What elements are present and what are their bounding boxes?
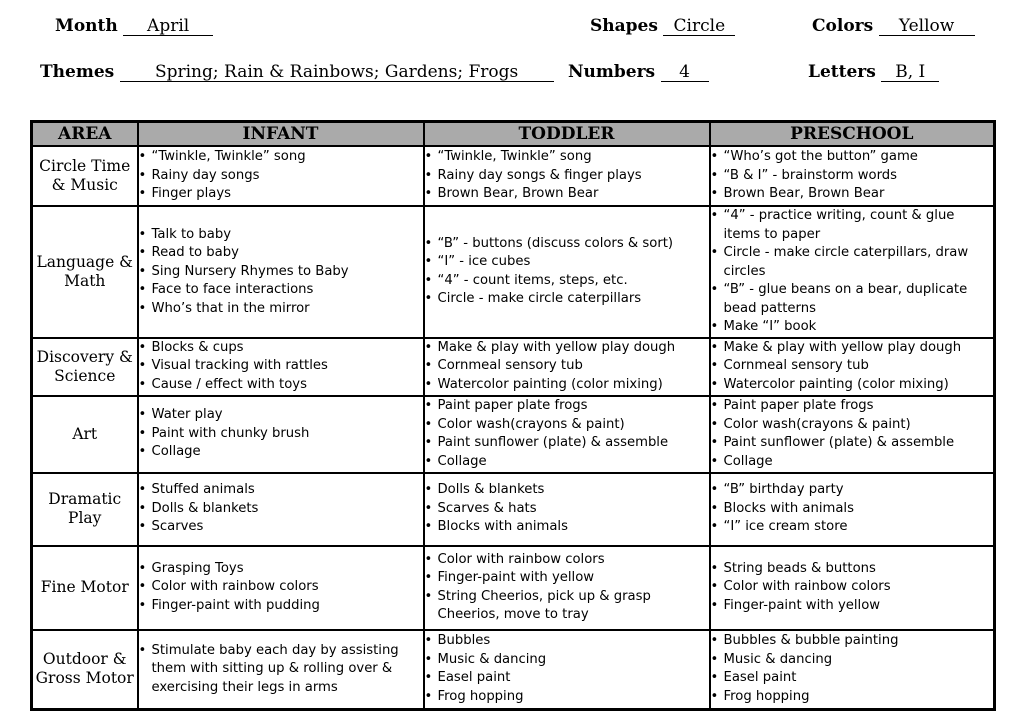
numbers-label: Numbers bbox=[568, 62, 656, 82]
infant-activity-list bbox=[139, 406, 423, 462]
infant-activity-list bbox=[139, 226, 423, 319]
month-label: Month bbox=[55, 16, 118, 36]
list-item: • Paint with chunky brush bbox=[139, 425, 423, 444]
table-row bbox=[32, 473, 995, 546]
list-item: • Bubbles bbox=[425, 632, 709, 651]
list-item: • Finger-paint with pudding bbox=[139, 597, 423, 616]
letters-value: B, I bbox=[881, 63, 939, 82]
list-item: • Stimulate baby each day by assisting them with sitting up & rolling over & exercising their legs in arms bbox=[139, 642, 423, 698]
list-item: • Finger plays bbox=[139, 185, 423, 204]
list-item: • Watercolor painting (color mixing) bbox=[711, 376, 994, 395]
toddler-cell bbox=[424, 546, 710, 630]
list-item: • Bubbles & bubble painting bbox=[711, 632, 994, 651]
preschool-activity-list bbox=[711, 148, 994, 204]
list-item: • Circle - make circle caterpillars, draw circles bbox=[711, 244, 994, 281]
list-item: • “B” - glue beans on a bear, duplicate bead patterns bbox=[711, 281, 994, 318]
list-item: • Blocks with animals bbox=[425, 518, 709, 537]
preschool-cell bbox=[710, 546, 995, 630]
list-item: • “4” - practice writing, count & glue items to paper bbox=[711, 207, 994, 244]
toddler-activity-list bbox=[425, 551, 709, 625]
list-item: • Paint sunflower (plate) & assemble bbox=[711, 434, 994, 453]
area-cell: Outdoor & Gross Motor bbox=[32, 630, 138, 710]
infant-cell bbox=[138, 206, 424, 338]
area-cell: Fine Motor bbox=[32, 546, 138, 630]
toddler-activity-list bbox=[425, 148, 709, 204]
list-item: • Collage bbox=[139, 443, 423, 462]
list-item: • Easel paint bbox=[711, 669, 994, 688]
column-header-toddler: TODDLER bbox=[424, 122, 710, 147]
list-item: • String beads & buttons bbox=[711, 560, 994, 579]
list-item: • Brown Bear, Brown Bear bbox=[711, 185, 994, 204]
list-item: • “B” birthday party bbox=[711, 481, 994, 500]
list-item: • “I” ice cream store bbox=[711, 518, 994, 537]
list-item: • Who’s that in the mirror bbox=[139, 300, 423, 319]
list-item: • Face to face interactions bbox=[139, 281, 423, 300]
table-row bbox=[32, 630, 995, 710]
list-item: • Color wash(crayons & paint) bbox=[425, 416, 709, 435]
toddler-activity-list bbox=[425, 632, 709, 706]
preschool-activity-list bbox=[711, 560, 994, 616]
infant-activity-list bbox=[139, 148, 423, 204]
list-item: • String Cheerios, pick up & grasp Cheerios, move to tray bbox=[425, 588, 709, 625]
toddler-activity-list bbox=[425, 235, 709, 309]
list-item: • Make & play with yellow play dough bbox=[711, 339, 994, 358]
colors-value: Yellow bbox=[879, 17, 975, 36]
column-header-preschool: PRESCHOOL bbox=[710, 122, 995, 147]
preschool-cell bbox=[710, 630, 995, 710]
toddler-cell bbox=[424, 146, 710, 206]
list-item: • Scarves & hats bbox=[425, 500, 709, 519]
list-item: • Watercolor painting (color mixing) bbox=[425, 376, 709, 395]
area-cell: Art bbox=[32, 396, 138, 473]
list-item: • Sing Nursery Rhymes to Baby bbox=[139, 263, 423, 282]
list-item: • Blocks & cups bbox=[139, 339, 423, 358]
numbers-field bbox=[568, 62, 709, 82]
list-item: • Music & dancing bbox=[425, 651, 709, 670]
list-item: • Visual tracking with rattles bbox=[139, 357, 423, 376]
list-item: • Color with rainbow colors bbox=[425, 551, 709, 570]
toddler-activity-list bbox=[425, 397, 709, 471]
list-item: • Water play bbox=[139, 406, 423, 425]
list-item: • Color with rainbow colors bbox=[139, 578, 423, 597]
list-item: • Frog hopping bbox=[711, 688, 994, 707]
list-item: • Scarves bbox=[139, 518, 423, 537]
list-item: • Collage bbox=[425, 453, 709, 472]
list-item: • Cornmeal sensory tub bbox=[425, 357, 709, 376]
colors-label: Colors bbox=[812, 16, 874, 36]
list-item: • Dolls & blankets bbox=[425, 481, 709, 500]
shapes-value: Circle bbox=[663, 17, 735, 36]
table-row bbox=[32, 396, 995, 473]
infant-cell bbox=[138, 473, 424, 546]
list-item: • “4” - count items, steps, etc. bbox=[425, 272, 709, 291]
list-item: • Read to baby bbox=[139, 244, 423, 263]
list-item: • Make & play with yellow play dough bbox=[425, 339, 709, 358]
toddler-cell bbox=[424, 206, 710, 338]
list-item: • Paint sunflower (plate) & assemble bbox=[425, 434, 709, 453]
themes-field bbox=[40, 62, 554, 82]
table-body bbox=[32, 146, 995, 710]
area-cell: Language & Math bbox=[32, 206, 138, 338]
column-header-area: AREA bbox=[32, 122, 138, 147]
list-item: • Stuffed animals bbox=[139, 481, 423, 500]
preschool-cell bbox=[710, 396, 995, 473]
list-item: • Make “I” book bbox=[711, 318, 994, 337]
list-item: • Blocks with animals bbox=[711, 500, 994, 519]
list-item: • Finger-paint with yellow bbox=[425, 569, 709, 588]
list-item: • Grasping Toys bbox=[139, 560, 423, 579]
toddler-cell bbox=[424, 338, 710, 396]
list-item: • “Twinkle, Twinkle” song bbox=[139, 148, 423, 167]
month-field bbox=[55, 16, 213, 36]
table-header-row bbox=[32, 122, 995, 147]
list-item: • Color with rainbow colors bbox=[711, 578, 994, 597]
infant-activity-list bbox=[139, 560, 423, 616]
infant-cell bbox=[138, 338, 424, 396]
list-item: • Collage bbox=[711, 453, 994, 472]
list-item: • Cornmeal sensory tub bbox=[711, 357, 994, 376]
infant-cell bbox=[138, 396, 424, 473]
preschool-cell bbox=[710, 146, 995, 206]
list-item: • Talk to baby bbox=[139, 226, 423, 245]
list-item: • Music & dancing bbox=[711, 651, 994, 670]
preschool-activity-list bbox=[711, 397, 994, 471]
list-item: • Paint paper plate frogs bbox=[425, 397, 709, 416]
list-item: • Cause / effect with toys bbox=[139, 376, 423, 395]
list-item: • Frog hopping bbox=[425, 688, 709, 707]
infant-cell bbox=[138, 146, 424, 206]
table-row bbox=[32, 206, 995, 338]
list-item: • Circle - make circle caterpillars bbox=[425, 290, 709, 309]
toddler-activity-list bbox=[425, 481, 709, 537]
preschool-cell bbox=[710, 473, 995, 546]
table-row bbox=[32, 146, 995, 206]
toddler-activity-list bbox=[425, 339, 709, 395]
preschool-activity-list bbox=[711, 481, 994, 537]
preschool-cell bbox=[710, 338, 995, 396]
themes-value: Spring; Rain & Rainbows; Gardens; Frogs bbox=[120, 63, 554, 82]
infant-activity-list bbox=[139, 642, 423, 698]
list-item: • Color wash(crayons & paint) bbox=[711, 416, 994, 435]
toddler-cell bbox=[424, 630, 710, 710]
infant-cell bbox=[138, 546, 424, 630]
toddler-cell bbox=[424, 473, 710, 546]
list-item: • Paint paper plate frogs bbox=[711, 397, 994, 416]
area-cell: Dramatic Play bbox=[32, 473, 138, 546]
infant-activity-list bbox=[139, 481, 423, 537]
preschool-activity-list bbox=[711, 207, 994, 337]
area-cell: Discovery & Science bbox=[32, 338, 138, 396]
table-row bbox=[32, 338, 995, 396]
list-item: • “B” - buttons (discuss colors & sort) bbox=[425, 235, 709, 254]
shapes-label: Shapes bbox=[590, 16, 658, 36]
list-item: • “Twinkle, Twinkle” song bbox=[425, 148, 709, 167]
preschool-activity-list bbox=[711, 632, 994, 706]
toddler-cell bbox=[424, 396, 710, 473]
numbers-value: 4 bbox=[661, 63, 709, 82]
preschool-cell bbox=[710, 206, 995, 338]
list-item: • “I” - ice cubes bbox=[425, 253, 709, 272]
column-header-infant: INFANT bbox=[138, 122, 424, 147]
letters-label: Letters bbox=[808, 62, 876, 82]
shapes-field bbox=[590, 16, 735, 36]
month-value: April bbox=[123, 17, 213, 36]
table-row bbox=[32, 546, 995, 630]
area-cell: Circle Time & Music bbox=[32, 146, 138, 206]
list-item: • Rainy day songs & finger plays bbox=[425, 167, 709, 186]
list-item: • Easel paint bbox=[425, 669, 709, 688]
list-item: • Rainy day songs bbox=[139, 167, 423, 186]
list-item: • Dolls & blankets bbox=[139, 500, 423, 519]
colors-field bbox=[812, 16, 975, 36]
themes-label: Themes bbox=[40, 62, 115, 82]
infant-activity-list bbox=[139, 339, 423, 395]
preschool-activity-list bbox=[711, 339, 994, 395]
activity-table bbox=[30, 120, 996, 711]
list-item: • Brown Bear, Brown Bear bbox=[425, 185, 709, 204]
infant-cell bbox=[138, 630, 424, 710]
list-item: • “B & I” - brainstorm words bbox=[711, 167, 994, 186]
letters-field bbox=[808, 62, 939, 82]
list-item: • Finger-paint with yellow bbox=[711, 597, 994, 616]
list-item: • “Who’s got the button” game bbox=[711, 148, 994, 167]
